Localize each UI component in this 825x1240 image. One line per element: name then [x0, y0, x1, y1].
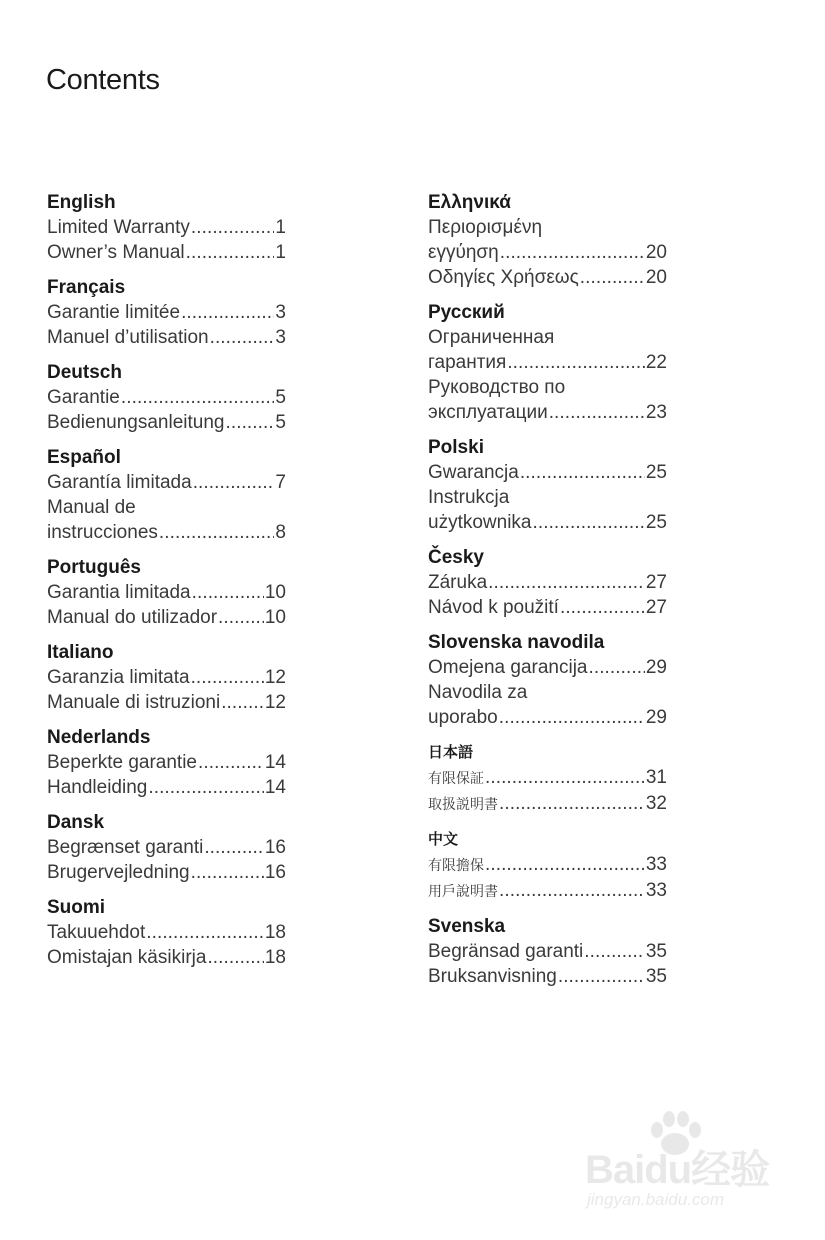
toc-left-column: [47, 190, 286, 980]
dot-leader: [159, 520, 275, 545]
toc-entry[interactable]: [428, 791, 667, 817]
dot-leader: [499, 705, 645, 730]
toc-section: [428, 740, 667, 817]
entry-page-number: 25: [645, 512, 667, 533]
dot-leader: [499, 791, 645, 816]
dot-leader: [210, 325, 275, 350]
toc-entry[interactable]: [428, 765, 667, 791]
entry-label: Omejena garancija: [428, 657, 588, 678]
entry-label: Οδηγίες Χρήσεως: [428, 267, 579, 288]
dot-leader: [533, 510, 645, 535]
entry-page-number: 12: [264, 692, 286, 713]
entry-page-number: 35: [645, 966, 667, 987]
entry-label: 有限保証: [428, 770, 484, 786]
toc-entry[interactable]: [47, 750, 286, 775]
entry-page-number: 33: [645, 854, 667, 875]
dot-leader: [146, 920, 264, 945]
toc-entry[interactable]: [47, 410, 286, 435]
entry-page-number: 20: [645, 242, 667, 263]
toc-section: [47, 810, 286, 885]
toc-entry[interactable]: [47, 520, 286, 545]
entry-label: Takuuehdot: [47, 922, 146, 943]
entry-label: Owner’s Manual: [47, 242, 185, 263]
entry-label: Begränsad garanti: [428, 941, 584, 962]
dot-leader: [204, 835, 264, 860]
entry-label: Begrænset garanti: [47, 837, 204, 858]
toc-entry[interactable]: [428, 939, 667, 964]
entry-page-number: 20: [645, 267, 667, 288]
entry-label: Manual do utilizador: [47, 607, 218, 628]
entry-label: гарантия: [428, 352, 507, 373]
toc-entry[interactable]: [47, 325, 286, 350]
dot-leader: [507, 350, 645, 375]
toc-entry[interactable]: [47, 665, 286, 690]
entry-page-number: 31: [645, 767, 667, 788]
toc-entry[interactable]: [47, 605, 286, 630]
toc-entry[interactable]: [428, 570, 667, 595]
entry-label: 取扱説明書: [428, 796, 498, 812]
entry-page-number: 35: [645, 941, 667, 962]
entry-label: Gwarancja: [428, 462, 519, 483]
dot-leader: [558, 964, 645, 989]
entry-label: Handleiding: [47, 777, 148, 798]
toc-entry[interactable]: [47, 690, 286, 715]
entry-page-number: 29: [645, 707, 667, 728]
toc-section: [428, 827, 667, 904]
entry-page-number: 33: [645, 880, 667, 901]
dot-leader: [226, 410, 275, 435]
entry-page-number: 5: [275, 387, 286, 408]
entry-page-number: 18: [264, 947, 286, 968]
toc-entry[interactable]: [428, 240, 667, 265]
entry-label: Manuel d’utilisation: [47, 327, 209, 348]
entry-label: Garanzia limitata: [47, 667, 190, 688]
entry-label: эксплуатации: [428, 402, 548, 423]
section-heading: 中文: [428, 831, 459, 848]
dot-leader: [221, 690, 264, 715]
entry-page-number: 29: [645, 657, 667, 678]
dot-leader: [207, 945, 263, 970]
entry-page-number: 16: [264, 862, 286, 883]
section-heading: English: [47, 192, 116, 213]
entry-label: Limited Warranty: [47, 217, 190, 238]
entry-page-number: 27: [645, 572, 667, 593]
page-title: Contents: [46, 64, 160, 96]
entry-label: Bruksanvisning: [428, 966, 557, 987]
baidu-watermark: [585, 1110, 790, 1220]
toc-entry[interactable]: [47, 945, 286, 970]
entry-label: Záruka: [428, 572, 488, 593]
dot-leader: [500, 240, 645, 265]
dot-leader: [192, 580, 264, 605]
entry-label: Brugervejledning: [47, 862, 190, 883]
entry-page-number: 8: [275, 522, 286, 543]
toc-section: [428, 190, 667, 290]
entry-page-number: 3: [275, 327, 286, 348]
toc-entry[interactable]: [47, 385, 286, 410]
toc-entry-line: Περιορισμένη: [428, 217, 543, 238]
entry-label: Garantie: [47, 387, 120, 408]
entry-label: 有限擔保: [428, 857, 484, 873]
section-heading: Česky: [428, 547, 484, 568]
dot-leader: [488, 570, 645, 595]
toc-entry[interactable]: [428, 460, 667, 485]
dot-leader: [588, 655, 644, 680]
toc-entry[interactable]: [47, 860, 286, 885]
toc-entry-line: Instrukcja: [428, 487, 510, 508]
toc-entry-line: Navodila za: [428, 682, 528, 703]
toc-entry[interactable]: [47, 470, 286, 495]
entry-label: Garantía limitada: [47, 472, 192, 493]
section-heading: Nederlands: [47, 727, 151, 748]
toc-entry[interactable]: [428, 595, 667, 620]
dot-leader: [191, 665, 264, 690]
toc-section: [428, 630, 667, 730]
section-heading: Dansk: [47, 812, 105, 833]
toc-section: [428, 300, 667, 425]
watermark-main: Baidu经验: [585, 1148, 770, 1192]
entry-page-number: 10: [264, 607, 286, 628]
entry-page-number: 14: [264, 777, 286, 798]
dot-leader: [198, 750, 264, 775]
dot-leader: [148, 775, 264, 800]
dot-leader: [485, 852, 645, 877]
toc-entry[interactable]: [428, 655, 667, 680]
section-heading: Deutsch: [47, 362, 122, 383]
entry-label: Garantie limitée: [47, 302, 181, 323]
toc-entry[interactable]: [428, 350, 667, 375]
watermark-sub: jingyan.baidu.com: [587, 1190, 725, 1209]
toc-section: [428, 435, 667, 535]
toc-entry[interactable]: [47, 300, 286, 325]
entry-page-number: 1: [275, 242, 286, 263]
section-heading: Español: [47, 447, 121, 468]
entry-label: instrucciones: [47, 522, 158, 543]
toc-section: [47, 360, 286, 435]
entry-page-number: 7: [275, 472, 286, 493]
dot-leader: [186, 240, 275, 265]
toc-entry[interactable]: [47, 920, 286, 945]
toc-entry[interactable]: [428, 852, 667, 878]
toc-section: [47, 895, 286, 970]
dot-leader: [499, 878, 645, 903]
section-heading: 日本語: [428, 744, 474, 761]
entry-page-number: 3: [275, 302, 286, 323]
toc-section: [47, 640, 286, 715]
section-heading: Svenska: [428, 916, 506, 937]
toc-entry[interactable]: [47, 835, 286, 860]
section-heading: Polski: [428, 437, 484, 458]
toc-entry[interactable]: [47, 215, 286, 240]
entry-page-number: 18: [264, 922, 286, 943]
toc-section: [47, 190, 286, 265]
dot-leader: [218, 605, 264, 630]
entry-page-number: 23: [645, 402, 667, 423]
toc-entry[interactable]: [428, 265, 667, 290]
section-heading: Slovenska navodila: [428, 632, 605, 653]
entry-page-number: 14: [264, 752, 286, 773]
dot-leader: [584, 939, 645, 964]
toc-entry[interactable]: [47, 775, 286, 800]
entry-label: Omistajan käsikirja: [47, 947, 207, 968]
entry-label: Bedienungsanleitung: [47, 412, 225, 433]
entry-label: Beperkte garantie: [47, 752, 197, 773]
entry-page-number: 5: [275, 412, 286, 433]
dot-leader: [193, 470, 275, 495]
dot-leader: [191, 860, 264, 885]
dot-leader: [580, 265, 645, 290]
toc-entry[interactable]: [47, 580, 286, 605]
section-heading: Suomi: [47, 897, 106, 918]
toc-entry-line: Manual de: [47, 497, 136, 518]
toc-entry[interactable]: [428, 510, 667, 535]
entry-label: użytkownika: [428, 512, 532, 533]
entry-page-number: 22: [645, 352, 667, 373]
toc-right-column: [428, 190, 667, 999]
dot-leader: [520, 460, 645, 485]
entry-page-number: 12: [264, 667, 286, 688]
toc-section: [47, 725, 286, 800]
toc-entry[interactable]: [47, 240, 286, 265]
section-heading: Français: [47, 277, 126, 298]
entry-page-number: 1: [275, 217, 286, 238]
toc-section: [47, 555, 286, 630]
dot-leader: [191, 215, 275, 240]
toc-entry-line: Руководство по: [428, 377, 566, 398]
dot-leader: [560, 595, 645, 620]
entry-label: Garantia limitada: [47, 582, 191, 603]
entry-page-number: 16: [264, 837, 286, 858]
toc-section: [428, 914, 667, 989]
section-heading: Ελληνικά: [428, 192, 511, 213]
toc-section: [47, 275, 286, 350]
entry-page-number: 27: [645, 597, 667, 618]
toc-entry[interactable]: [428, 400, 667, 425]
dot-leader: [121, 385, 275, 410]
toc-entry[interactable]: [428, 964, 667, 989]
section-heading: Italiano: [47, 642, 114, 663]
dot-leader: [549, 400, 645, 425]
dot-leader: [485, 765, 645, 790]
entry-label: 用戶說明書: [428, 883, 498, 899]
toc-entry-line: Ограниченная: [428, 327, 555, 348]
entry-page-number: 25: [645, 462, 667, 483]
entry-label: εγγύηση: [428, 242, 499, 263]
entry-label: Manuale di istruzioni: [47, 692, 221, 713]
dot-leader: [181, 300, 274, 325]
section-heading: Русский: [428, 302, 505, 323]
toc-entry[interactable]: [428, 705, 667, 730]
entry-label: Návod k použití: [428, 597, 559, 618]
toc-section: [428, 545, 667, 620]
section-heading: Português: [47, 557, 141, 578]
entry-label: uporabo: [428, 707, 498, 728]
toc-entry[interactable]: [428, 878, 667, 904]
entry-page-number: 32: [645, 793, 667, 814]
entry-page-number: 10: [264, 582, 286, 603]
toc-section: [47, 445, 286, 545]
